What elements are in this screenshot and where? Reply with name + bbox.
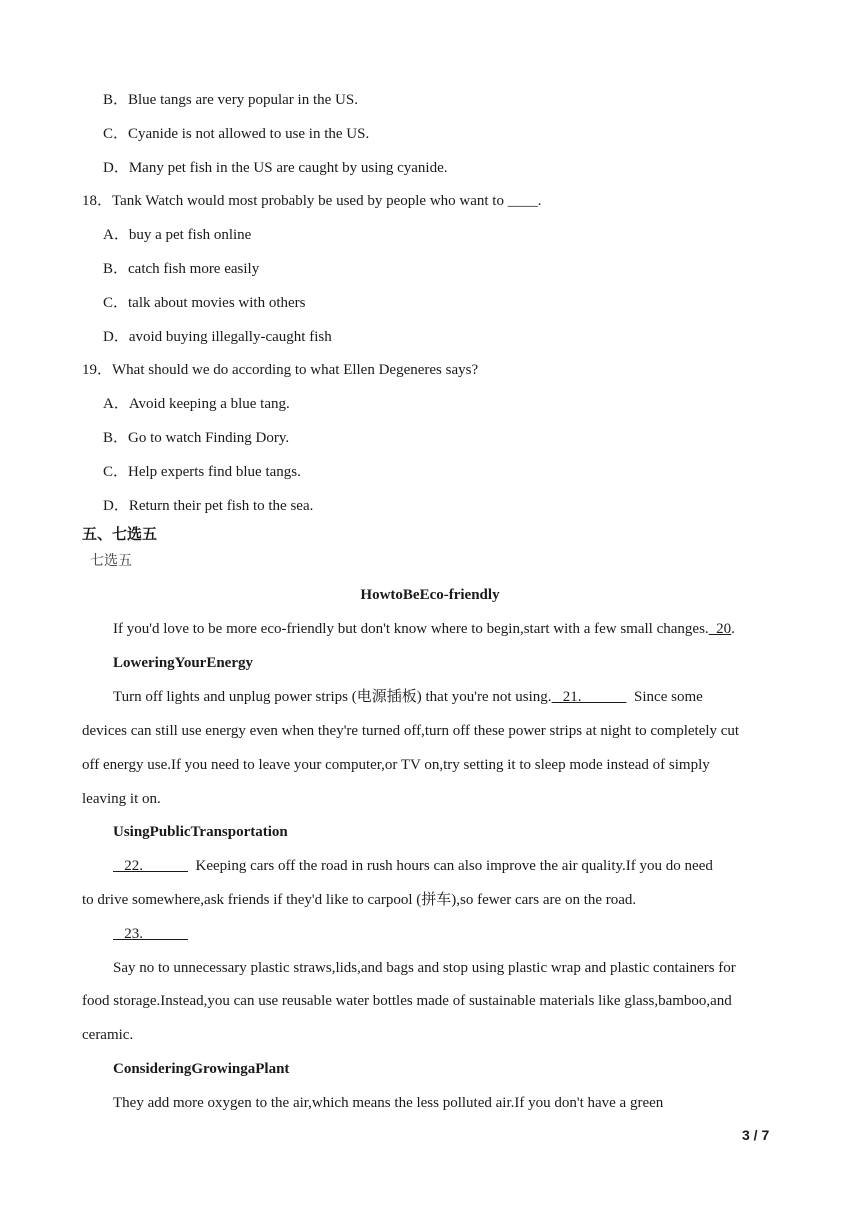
q19-option-d: D．Return their pet fish to the sea. (103, 498, 314, 514)
paragraph-3-line-3: ceramic. (82, 1027, 134, 1043)
q18-option-d: D．avoid buying illegally-caught fish (103, 329, 332, 345)
p2-text-post: Keeping cars off the road in rush hours can also improve the air quality.If you do need (188, 858, 713, 874)
q18-option-c: C．talk about movies with others (103, 295, 306, 311)
section-heading: 五、七选五 (82, 525, 158, 543)
p1-text-post: Since some (626, 689, 703, 705)
q18-stem: 18．Tank Watch would most probably be used by people who want to ____. (82, 193, 542, 209)
paragraph-1-line-4: leaving it on. (82, 791, 161, 807)
page-number: 3 / 7 (742, 1127, 770, 1143)
paragraph-2-line-2: to drive somewhere,ask friends if they'd like to carpool (拼车),so fewer cars are on the road. (82, 892, 637, 908)
passage-intro (113, 619, 735, 639)
section-subheading: 七选五 (90, 553, 132, 569)
paragraph-1-line-2: devices can still use energy even when they're turned off,turn off these power strips at night to completely cut (82, 723, 740, 739)
q18-option-b: B．catch fish more easily (103, 261, 260, 277)
q19-option-c: C．Help experts find blue tangs. (103, 464, 301, 480)
blank-23: 23. (113, 926, 188, 942)
intro-text: If you'd love to be more eco-friendly but don't know where to begin,start with a few small changes. (113, 621, 709, 637)
paragraph-1-line-3: off energy use.If you need to leave your computer,or TV on,try setting it to sleep mode instead of simply (82, 757, 710, 773)
paragraph-3-line-1: Say no to unnecessary plastic straws,lids,and bags and stop using plastic wrap and plastic containers for (113, 960, 736, 976)
heading-growing-plant: ConsideringGrowingaPlant (113, 1061, 290, 1077)
p1-text: Turn off lights and unplug power strips (电源插板) that you're not using. (113, 689, 552, 705)
heading-lowering-energy: LoweringYourEnergy (113, 655, 253, 671)
blank-22: 22. (113, 858, 188, 874)
q19-option-b: B．Go to watch Finding Dory. (103, 430, 290, 446)
passage-title: HowtoBeEco-friendly (360, 587, 500, 603)
paragraph-3-line-2: food storage.Instead,you can use reusable water bottles made of sustainable materials like glass,bamboo,and (82, 993, 732, 1009)
intro-end: . (731, 621, 735, 637)
blank-23-line (113, 924, 188, 944)
paragraph-1-line-1 (113, 687, 703, 707)
q17-option-c: C．Cyanide is not allowed to use in the US. (103, 126, 370, 142)
q18-option-a: A．buy a pet fish online (103, 227, 252, 243)
paragraph-4-line-1: They add more oxygen to the air,which means the less polluted air.If you don't have a green (113, 1095, 664, 1111)
blank-21: 21. (551, 689, 627, 705)
heading-public-transportation: UsingPublicTransportation (113, 824, 288, 840)
q17-option-d: D．Many pet fish in the US are caught by using cyanide. (103, 160, 448, 176)
q19-option-a: A．Avoid keeping a blue tang. (103, 396, 290, 412)
blank-20: 20 (708, 621, 732, 637)
q19-stem: 19．What should we do according to what Ellen Degeneres says? (82, 362, 479, 378)
paragraph-2-line-1 (113, 856, 713, 876)
q17-option-b: B．Blue tangs are very popular in the US. (103, 92, 358, 108)
